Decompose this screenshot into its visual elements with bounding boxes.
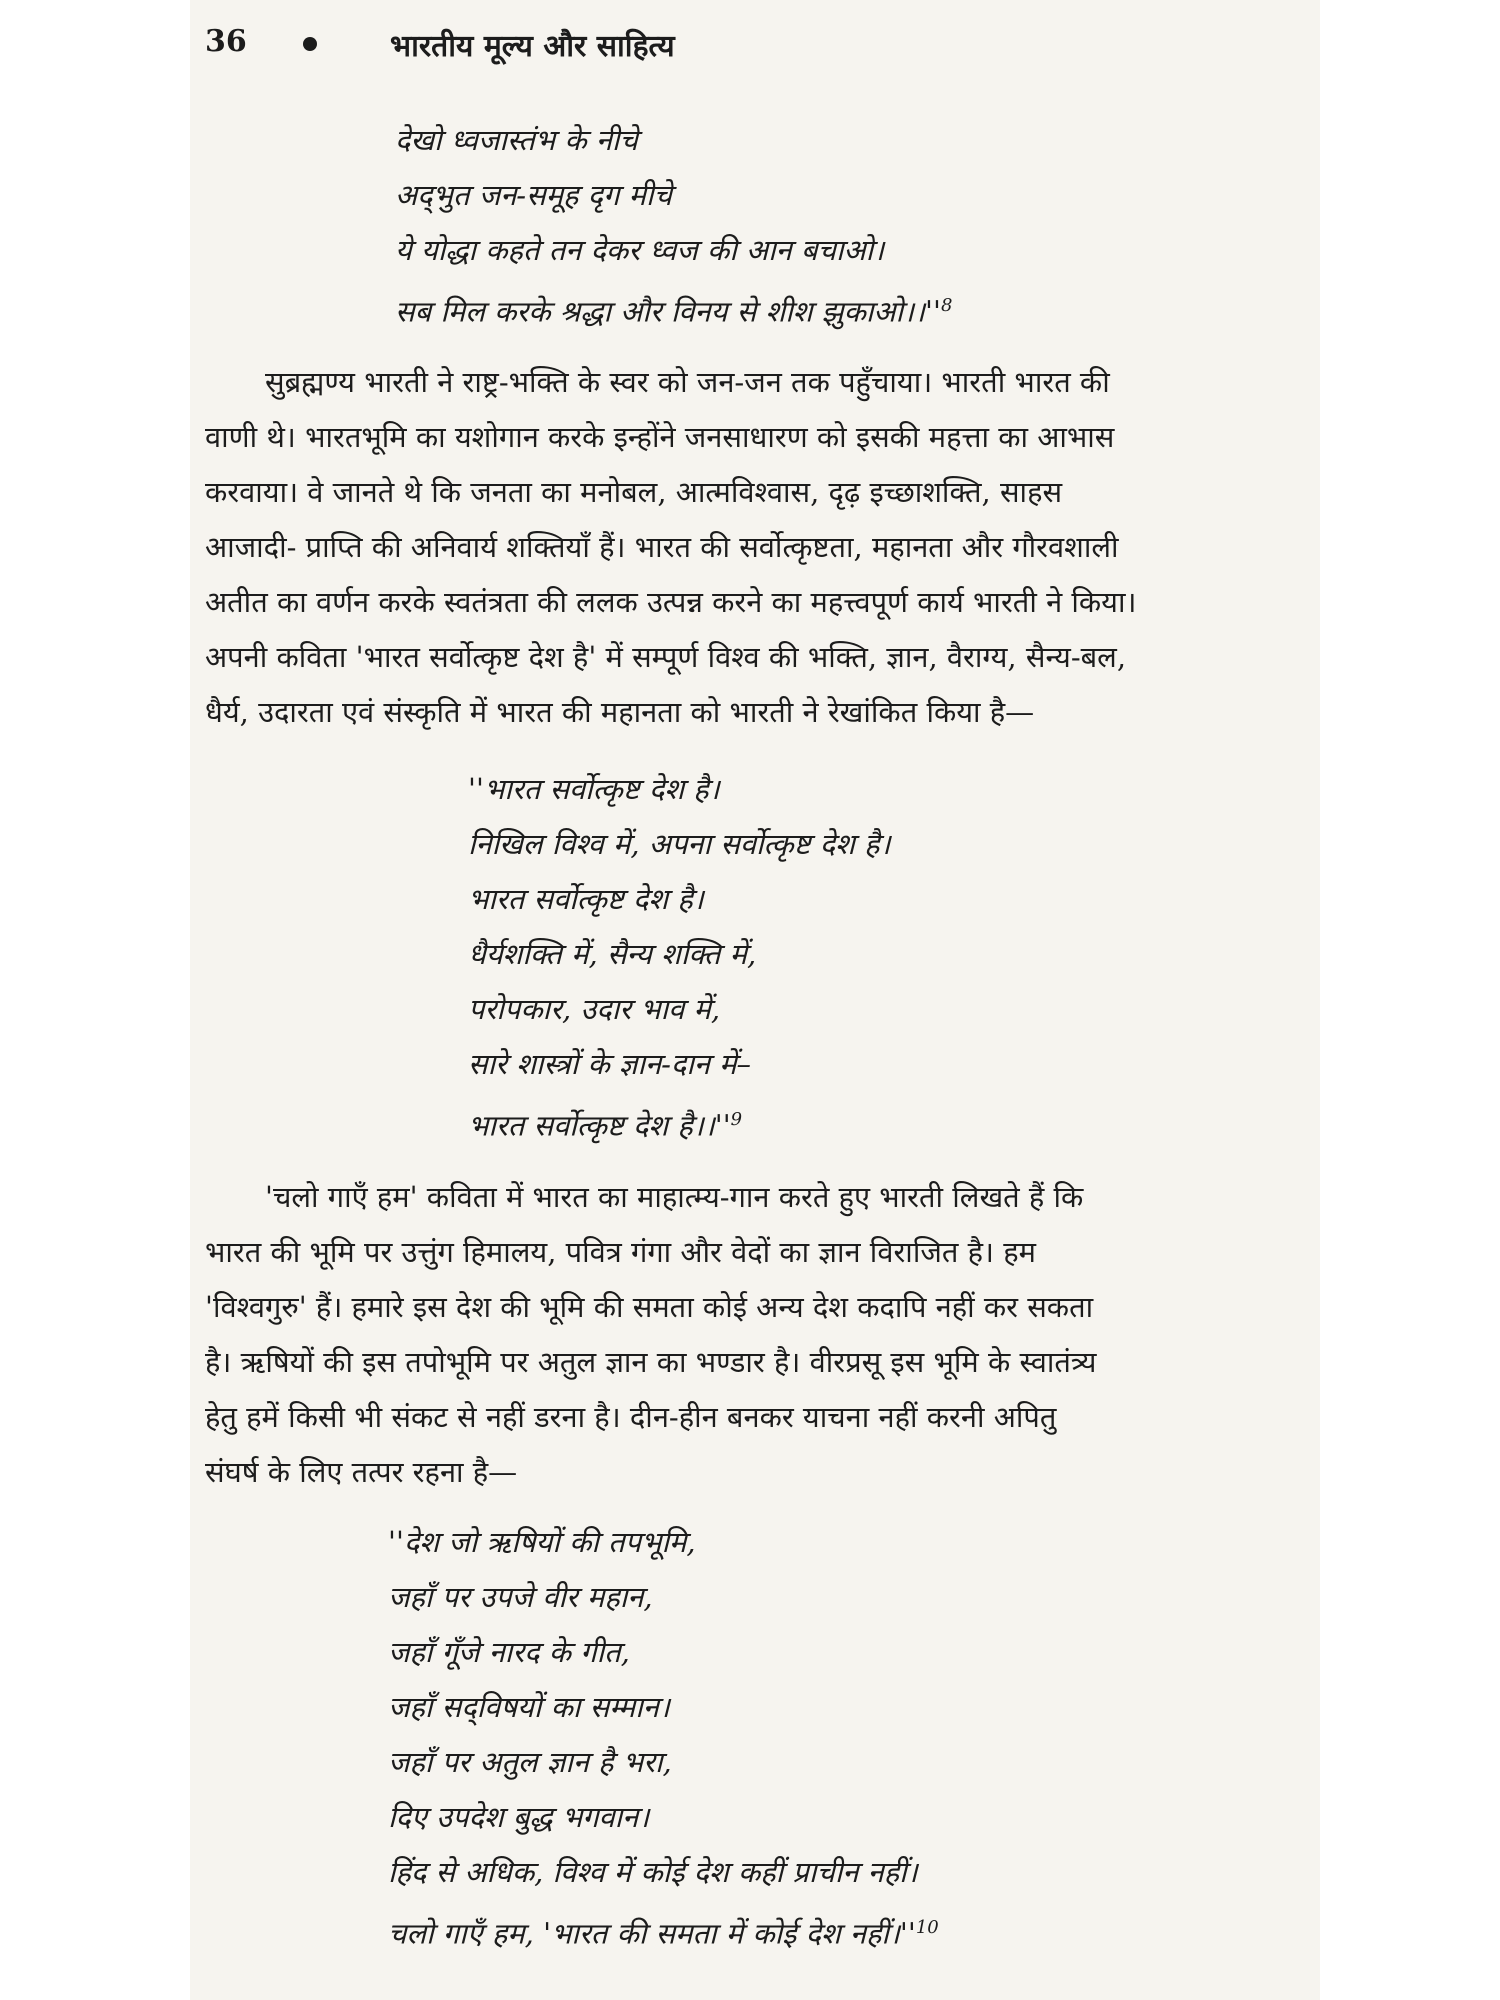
paragraph-line: वाणी थे। भारतभूमि का यशोगान करके इन्होंने जनसाधारण को इसकी महत्ता का आभास (205, 420, 1115, 454)
verse-line: भारत सर्वोत्कृष्ट देश है। (468, 882, 704, 916)
paragraph-line: हेतु हमें किसी भी संकट से नहीं डरना है। दीन-हीन बनकर याचना नहीं करनी अपितु (205, 1400, 1057, 1434)
paragraph-line: भारत की भूमि पर उत्तुंग हिमालय, पवित्र गंगा और वेदों का ज्ञान विराजित है। हम (205, 1235, 1036, 1269)
paragraph-line: सुब्रह्मण्य भारती ने राष्ट्र-भक्ति के स्वर को जन-जन तक पहुँचाया। भारती भारत की (265, 365, 1110, 399)
verse-line-text: भारत सर्वोत्कृष्ट देश है।।'' (468, 1108, 731, 1143)
paragraph-bharati-patriotism (205, 355, 1320, 740)
verse-line: निखिल विश्व में, अपना सर्वोत्कृष्ट देश है। (468, 827, 891, 861)
verse-line: सारे शास्त्रों के ज्ञान-दान में– (468, 1047, 751, 1081)
paragraph-line: संघर्ष के लिए तत्पर रहना है— (205, 1455, 518, 1489)
verse-line: जहाँ पर उपजे वीर महान, (388, 1580, 653, 1614)
paragraph-line: आजादी- प्राप्ति की अनिवार्य शक्तियाँ हैं। भारत की सर्वोत्कृष्टता, महानता और गौरवशाली (205, 530, 1119, 564)
verse-line: जहाँ गूँजे नारद के गीत, (388, 1635, 630, 1669)
paragraph-line: है। ऋषियों की इस तपोभूमि पर अतुल ज्ञान का भण्डार है। वीरप्रसू इस भूमि के स्वातंत्र्य (205, 1345, 1097, 1379)
paragraph-line: करवाया। वे जानते थे कि जनता का मनोबल, आत्मविश्वास, दृढ़ इच्छाशक्ति, साहस (205, 475, 1063, 509)
footnote-marker: 8 (940, 295, 953, 316)
verse-line (388, 1900, 939, 1955)
paragraph-line: 'विश्वगुरु' हैं। हमारे इस देश की भूमि की समता कोई अन्य देश कदापि नहीं कर सकता (205, 1290, 1094, 1324)
verse-line: ''देश जो ऋषियों की तपभूमि, (388, 1525, 696, 1559)
paragraph-line: अतीत का वर्णन करके स्वतंत्रता की ललक उत्पन्न करने का महत्त्वपूर्ण कार्य भारती ने किया। (205, 585, 1137, 619)
bullet-dot-icon (303, 37, 317, 51)
verse-line: दिए उपदेश बुद्ध भगवान। (388, 1800, 650, 1834)
paragraph-chalo-gaayen (205, 1170, 1320, 1500)
verse-bharat-sarvotkrisht (468, 762, 890, 1147)
verse-line (395, 278, 952, 333)
verse-line: जहाँ सद्‌विषयों का सम्मान। (388, 1690, 670, 1724)
verse-line: धैर्यशक्ति में, सैन्य शक्ति में, (468, 937, 757, 971)
footnote-marker: 10 (915, 1917, 939, 1938)
verse-line: परोपकार, उदार भाव में, (468, 992, 721, 1026)
verse-flag (395, 113, 952, 333)
verse-line: हिंद से अधिक, विश्व में कोई देश कहीं प्राचीन नहीं। (388, 1855, 918, 1889)
verse-line: ये योद्धा कहते तन देकर ध्वज की आन बचाओ। (395, 233, 885, 267)
verse-desh-jo-rishiyon (388, 1515, 939, 1955)
verse-line (468, 1092, 890, 1147)
verse-line: अद्‌भुत जन-समूह दृग मीचे (395, 178, 672, 212)
footnote-marker: 9 (730, 1109, 743, 1130)
verse-line: जहाँ पर अतुल ज्ञान है भरा, (388, 1745, 672, 1779)
running-title: भारतीय मूल्य और साहित्य (390, 29, 675, 64)
verse-line-text: सब मिल करके श्रद्धा और विनय से शीश झुकाओ।।'' (395, 294, 941, 329)
paragraph-line: 'चलो गाएँ हम' कविता में भारत का माहात्म्य-गान करते हुए भारती लिखते हैं कि (265, 1180, 1084, 1214)
page-number: 36 (205, 24, 247, 59)
verse-line: ''भारत सर्वोत्कृष्ट देश है। (468, 772, 720, 806)
paragraph-line: धैर्य, उदारता एवं संस्कृति में भारत की महानता को भारती ने रेखांकित किया है— (205, 695, 1035, 729)
verse-line-text: चलो गाएँ हम, 'भारत की समता में कोई देश नहीं।'' (388, 1916, 916, 1951)
verse-line: देखो ध्वजास्तंभ के नीचे (395, 123, 638, 157)
paragraph-line: अपनी कविता 'भारत सर्वोत्कृष्ट देश है' में सम्पूर्ण विश्व की भक्ति, ज्ञान, वैराग्य, सैन्य-बल, (205, 640, 1127, 674)
